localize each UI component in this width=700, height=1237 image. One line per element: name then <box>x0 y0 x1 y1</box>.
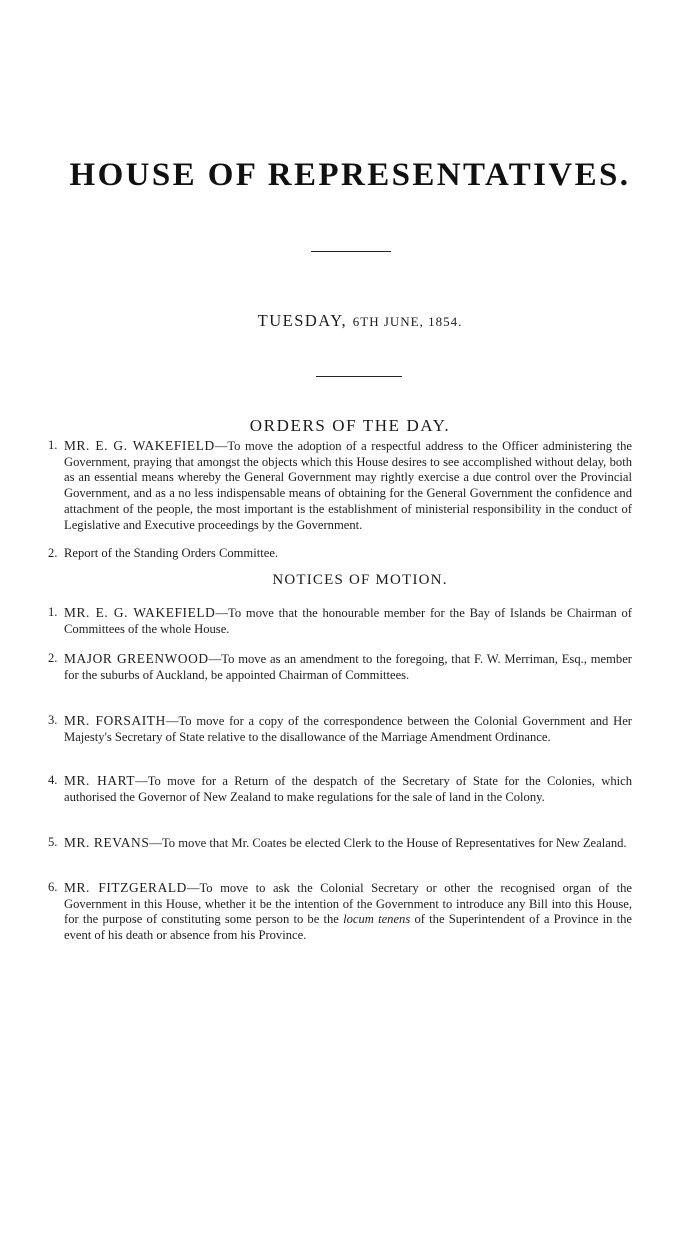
item-text: —To move for a Return of the despatch of the Secretary of State for the Colonies, which authorised the Governor of New Zealand to make regulations for the sale of land in the Colony. <box>64 774 632 804</box>
item-text: —To move that the honourable member for the Bay of Islands be Chairman of Committees of the whole House. <box>64 606 632 636</box>
member-name: MR. FITZGERALD <box>64 880 187 895</box>
item-text: of the Superintendent of a Province in the event of his death or absence from his Province. <box>64 912 632 943</box>
sitting-date <box>150 311 570 331</box>
notice-item <box>48 880 632 944</box>
divider-rule <box>311 251 391 252</box>
item-number: 3. <box>48 713 58 727</box>
item-number: 2. <box>48 651 58 665</box>
item-number: 6. <box>48 880 58 894</box>
item-number: 1. <box>48 605 58 619</box>
order-item <box>48 546 464 562</box>
divider-rule <box>316 376 402 377</box>
orders-of-the-day-heading: ORDERS OF THE DAY. <box>249 416 451 435</box>
member-name: MR. FORSAITH <box>64 713 166 728</box>
item-text: —To move the adoption of a respectful address to the Officer administering the Government, praying that amongst the objects which this House desires to see accomplished without delay, both as an essential means whereby the General Government may rightly exercise a due control over the Provincial Government, and as a no less indispensable means of obtaining for the General Government the confidence and attachment of the people, the most important is the establishment of ministerial responsibility in the conduct of Legislative and Executive proceedings by the Government. <box>64 439 632 532</box>
item-number: 4. <box>48 773 58 787</box>
item-number: 1. <box>48 438 58 452</box>
member-name: MR. E. G. WAKEFIELD <box>64 438 215 453</box>
item-text: —To move as an amendment to the foregoing, that F. W. Merriman, Esq., member for the suburbs of Auckland, be appointed Chairman of Committees. <box>64 652 632 682</box>
member-name: MR. E. G. WAKEFIELD <box>64 605 216 620</box>
item-text-italic: locum tenens <box>343 912 411 927</box>
notice-item <box>48 651 632 683</box>
item-text: —To move for a copy of the correspondence between the Colonial Government and Her Majesty's Secretary of State relative to the disallowance of the Marriage Amendment Ordinance. <box>64 714 632 744</box>
notice-item <box>48 773 632 805</box>
member-name: MR. REVANS <box>64 835 150 850</box>
member-name: MAJOR GREENWOOD <box>64 651 209 666</box>
notice-item <box>48 835 632 852</box>
item-text: —To move to ask the Colonial Secretary or other the recognised organ of the Government in this House, whether it be the intention of the Government to introduce any Bill into this House, for the purpose of constituting some person to be the <box>64 881 632 927</box>
order-item <box>48 438 632 533</box>
notice-item <box>48 605 632 637</box>
date-rest: 6TH JUNE, 1854. <box>352 314 463 329</box>
date-day: TUESDAY, <box>257 311 348 330</box>
item-text: —To move that Mr. Coates be elected Clerk to the House of Representatives for New Zealand. <box>149 836 627 850</box>
notice-item <box>48 713 632 745</box>
member-name: MR. HART <box>64 773 136 788</box>
item-number: 5. <box>48 835 58 849</box>
item-number: 2. <box>48 546 58 560</box>
item-text: Report of the Standing Orders Committee. <box>64 546 279 560</box>
notices-of-motion-heading: NOTICES OF MOTION. <box>272 572 448 588</box>
document-title: HOUSE OF REPRESENTATIVES. <box>69 157 631 193</box>
